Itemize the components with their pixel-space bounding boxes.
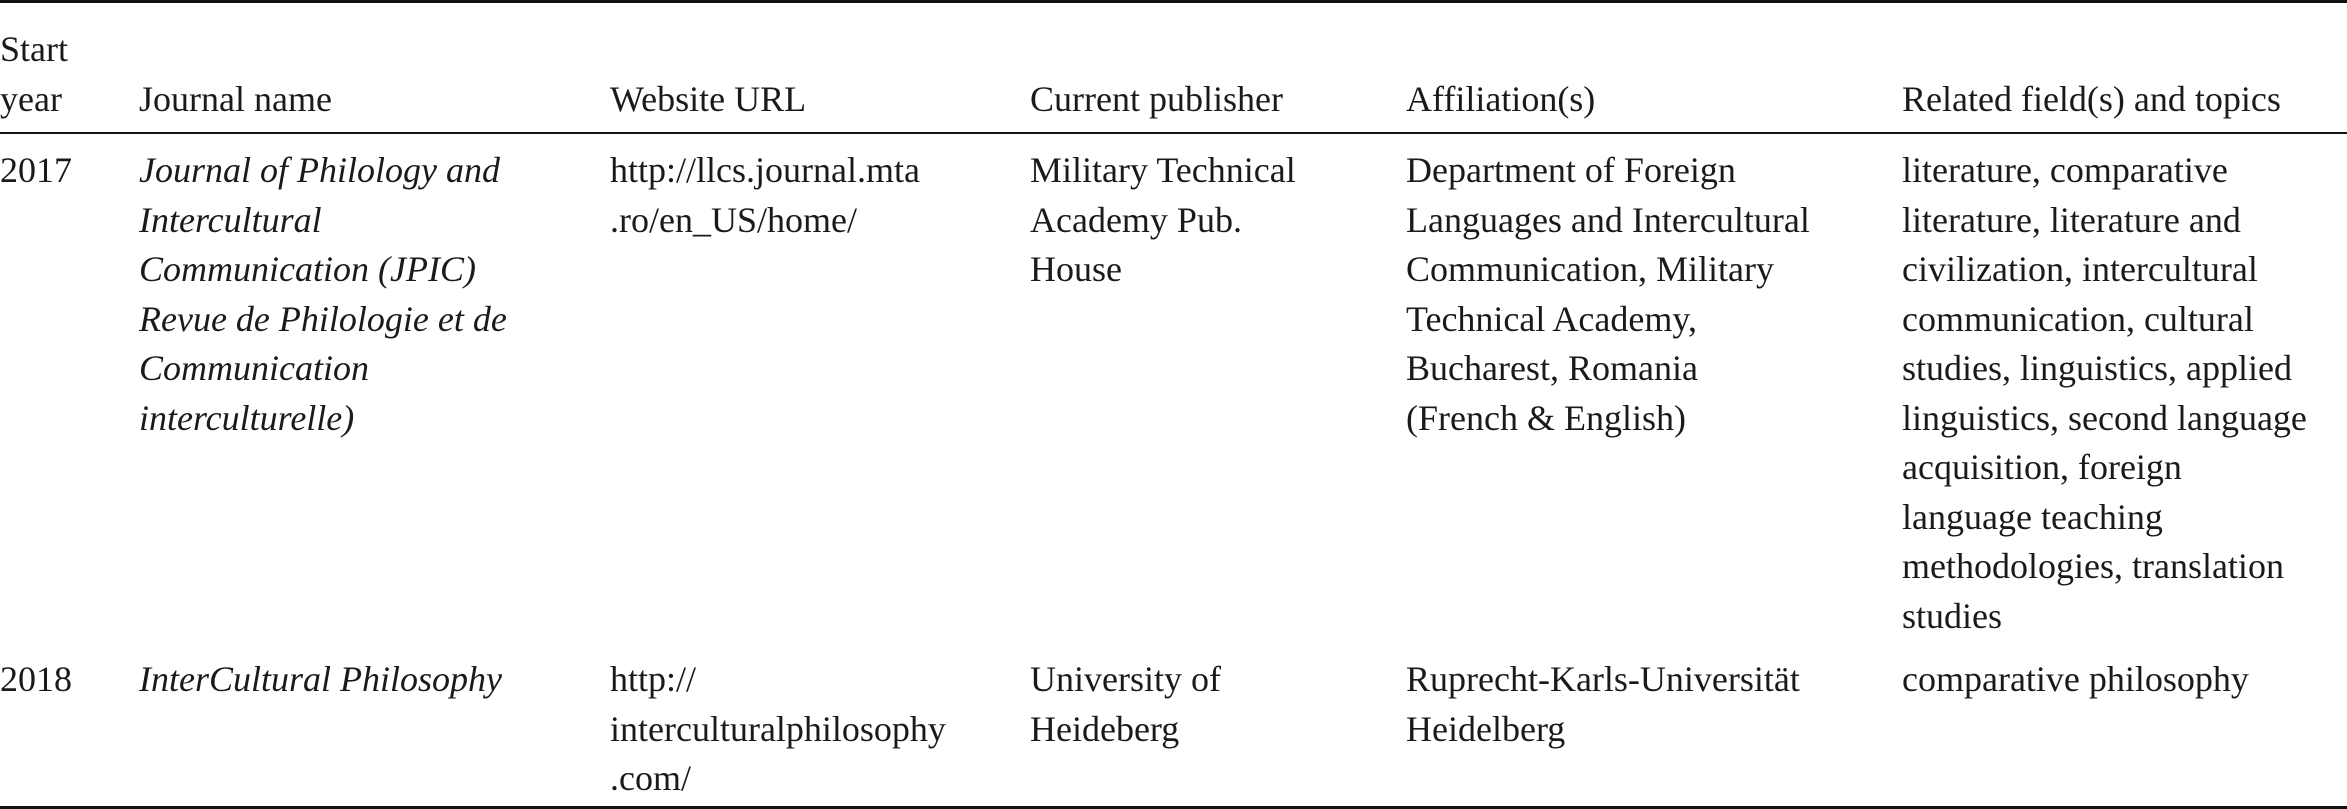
- header-current-publisher-label: Current publisher: [1030, 78, 1283, 119]
- header-related-fields: [1902, 2, 2347, 134]
- related-fields-value: comparative philosophy: [1902, 659, 2249, 699]
- header-start-year: [0, 2, 139, 134]
- header-journal-name: [139, 2, 610, 134]
- header-website-url-label: Website URL: [610, 78, 807, 119]
- cell-affiliations: [1406, 643, 1902, 807]
- header-related-fields-label: Related field(s) and topics: [1902, 78, 2281, 119]
- header-journal-name-label: Journal name: [139, 78, 332, 119]
- header-affiliations: [1406, 2, 1902, 134]
- cell-journal-name: [139, 643, 610, 807]
- table-header: [0, 2, 2347, 134]
- cell-related-fields: [1902, 133, 2347, 643]
- cell-website-url: [610, 643, 1030, 807]
- header-row: [0, 2, 2347, 134]
- website-url-value: http:// interculturalphilosophy .com/: [610, 659, 946, 798]
- journal-name-value: Journal of Philology and Intercultural Communication (JPIC) Revue de Philologie et de Communication interculturelle): [139, 150, 507, 438]
- table-row: [0, 643, 2347, 807]
- affiliations-value: Ruprecht-Karls-Universität Heidelberg: [1406, 659, 1800, 749]
- cell-affiliations: [1406, 133, 1902, 643]
- related-fields-value: literature, comparative literature, literature and civilization, intercultural communication, cultural studies, linguistics, applied linguistics, second language acquisition, foreign language teaching methodologies, translation studies: [1902, 150, 2307, 636]
- header-affiliations-label: Affiliation(s): [1406, 78, 1596, 119]
- start-year-value: 2017: [0, 150, 72, 190]
- header-website-url: [610, 2, 1030, 134]
- cell-start-year: [0, 643, 139, 807]
- cell-website-url: [610, 133, 1030, 643]
- table-body: [0, 133, 2347, 807]
- header-start-year-label: Start year: [0, 29, 68, 119]
- cell-start-year: [0, 133, 139, 643]
- current-publisher-value: University of Heideberg: [1030, 659, 1221, 749]
- affiliations-value: Department of Foreign Languages and Intercultural Communication, Military Technical Academy, Bucharest, Romania (French & English): [1406, 150, 1810, 438]
- table-row: [0, 133, 2347, 643]
- header-current-publisher: [1030, 2, 1406, 134]
- cell-journal-name: [139, 133, 610, 643]
- start-year-value: 2018: [0, 659, 72, 699]
- cell-current-publisher: [1030, 133, 1406, 643]
- journal-name-value: InterCultural Philosophy: [139, 659, 502, 699]
- cell-related-fields: [1902, 643, 2347, 807]
- current-publisher-value: Military Technical Academy Pub. House: [1030, 150, 1296, 289]
- website-url-value: http://llcs.journal.mta .ro/en_US/home/: [610, 150, 920, 240]
- cell-current-publisher: [1030, 643, 1406, 807]
